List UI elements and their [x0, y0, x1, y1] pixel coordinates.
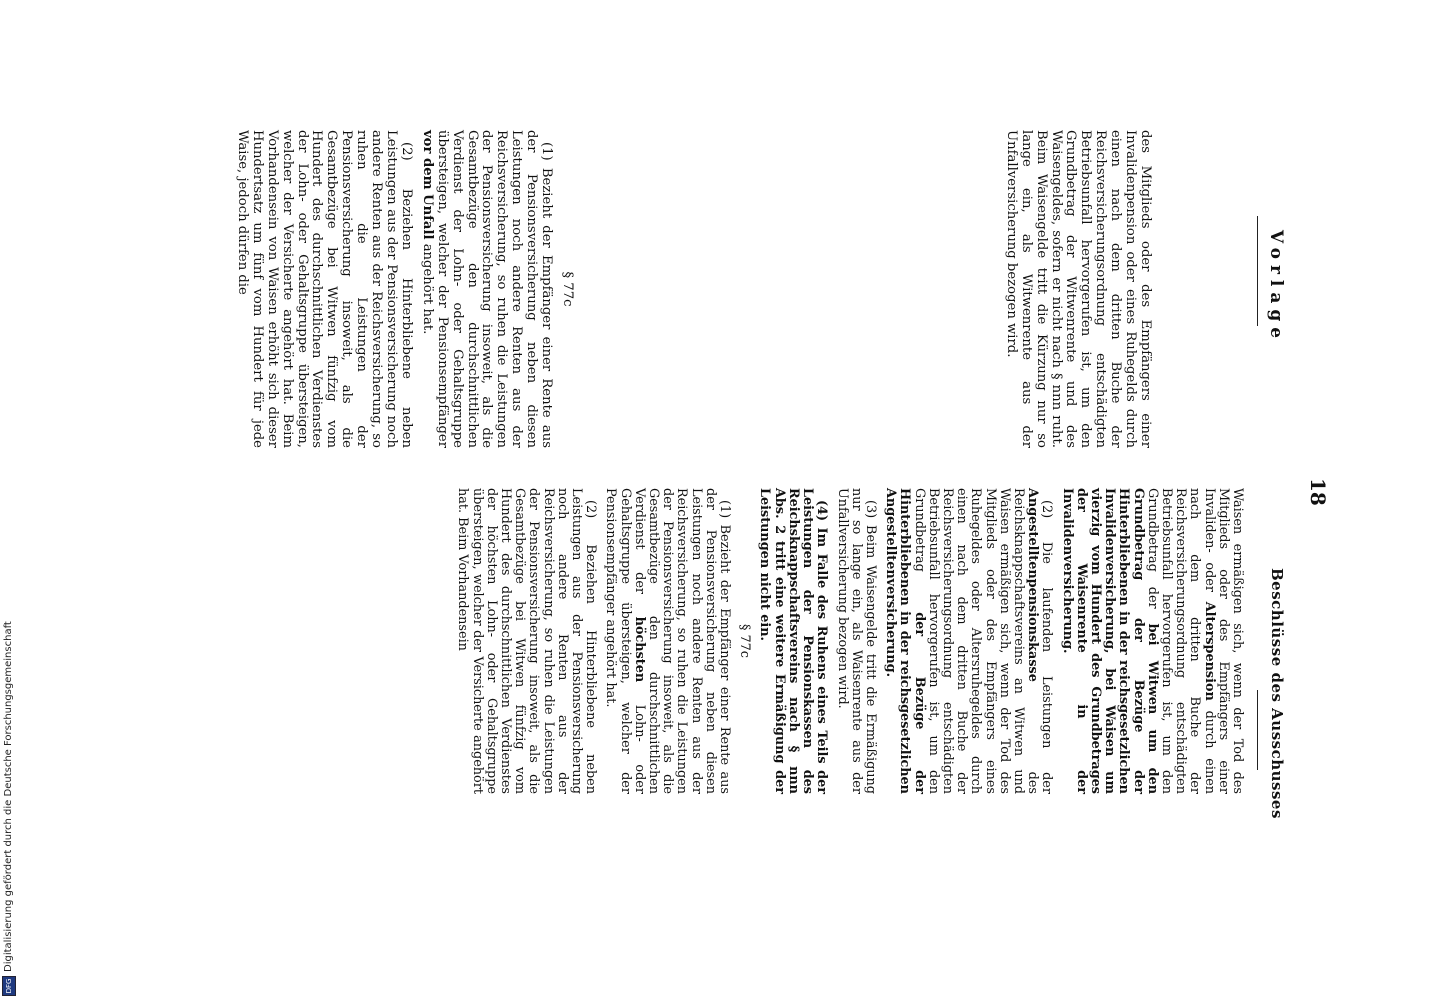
right-p5-text-a: (1) Bezieht der Empfänger einer Rente aus der Pensionsversicherung neben diesen Leistungen noch andere Renten aus der Reichsversicherung, so ruhen die Leistungen der Pensionsversicherung insoweit, als die Gesamtbezüge den durchschnittlichen Verdienst der [631, 488, 733, 794]
right-intro-text-a: Waisen ermäßigen sich, wenn der Tod des Mitglieds oder des Empfängers einer Invaliden- oder [1201, 488, 1245, 794]
left-section-block [228, 130, 576, 448]
left-p1-text-a: (1) Bezieht der Empfänger einer Rente aus der Pensionsversicherung neben diesen Leistungen noch andere Renten aus der Reichsversicherung, so ruhen die Leistungen der Pensionsversicherung insoweit, als die Gesamtbezüge den durchschnittlichen Verdienst der Lohn- oder Gehaltsgruppe übersteigen, welcher der Pensionsempfänger [434, 130, 555, 448]
left-title-rule [1257, 216, 1258, 326]
right-paragraph-6: (2) Beziehen Hinterbliebene neben Leistungen aus der Pensionsversicherung noch andere Renten aus der Reichsversicherung, so ruhen die Leistungen der Pensionsversicherung insoweit, als die Gesamtbezüge bei Witwen fünfzig vom Hundert des durchschnittlichen Verdienstes der höchsten Lohn- oder Gehaltsgruppe übersteigen, welcher der Versicherte angehört hat. Beim Vorhandensein [455, 488, 599, 794]
left-section-paragraph-2: (2) Beziehen Hinterbliebene neben Leistungen aus der Pensionsversicherung noch andere Renten aus der Reichsversicherung, so ruhen die Leistungen der Pensionsversicherung insoweit, als die Gesamtbezüge bei Witwen fünfzig vom Hundert des durchschnittlichen Verdienstes der Lohn- oder Gehaltsgruppe übersteigen, welcher der Versicherte angehört hat. Beim Vorhandensein von Waisen erhöht sich dieser Hundertsatz um fünf vom Hundert für jede Waise, jedoch dürfen die [234, 130, 414, 448]
page-number: 18 [1306, 478, 1330, 506]
left-column-title: Vorlage [1266, 230, 1286, 345]
right-column-title: Beschlüsse des Ausschusses [1268, 568, 1286, 819]
left-section-paragraph-1 [419, 130, 553, 448]
right-p2-bold-2: der Bezüge der Hinterbliebenen in der reichsgesetzlichen Angestelltenversicherung. [883, 488, 927, 794]
right-intro-bold-1: Alterspension [1201, 601, 1217, 701]
left-intro-paragraph [997, 130, 1152, 448]
right-paragraph-3: (3) Beim Waisengelde tritt die Ermäßigung nur so lange ein, als Waisenrente aus der Unfallversicherung bezogen wird. [834, 488, 878, 794]
right-p5-text-b: Lohn- oder Gehaltsgruppe übersteigen, welcher der Pensionsempfänger angehört hat. [603, 488, 647, 794]
right-paragraph-2 [883, 488, 1053, 794]
left-intro-text: des Mitglieds oder des Empfängers einer Invalidenpension oder eines Ruhegelds durch einen nach dem dritten Buche der Reichsversicherungsordnung entschädigten Betriebsunfall hervorgerufen ist, um den Grundbetrag der Witwenrente und des Waisengeldes, sofern er nicht nach § nnn ruht. Beim Waisengelde tritt die Kürzung nur so lange ein, als Witwenrente aus der Unfallversicherung bezogen wird. [1003, 130, 1153, 448]
right-paragraph-5 [603, 488, 731, 794]
right-column-block [449, 488, 1244, 794]
footer-credit-strip [0, 0, 18, 1000]
right-title-rule [1257, 690, 1258, 770]
right-intro-paragraph [1059, 488, 1244, 794]
right-p2-text-b: des Reichsknappschaftsvereins an Witwen und Waisen ermäßigen sich, wenn der Tod des Mitglieds oder des Empfängers eines Ruhegeldes oder Altersruhegeldes durch einen nach dem dritten Buche der Reichsversicherungsordnung entschädigten Betriebsunfall hervorgerufen ist, um den Grundbetrag [911, 488, 1041, 794]
right-intro-bold-2: bei Witwen um den Grundbetrag der Bezüge der Hinterbliebenen in der reichsgesetzlichen Invalidenversicherung, bei Waisen um vierzig vom Hundert des Grundbetrages der Waisenrente in der Invalidenversicherung. [1059, 488, 1160, 795]
right-intro-text-b: durch einen nach dem dritten Buche der Reichsversicherungsordnung entschädigten Betriebsunfall hervorgerufen ist, um den Grundbetrag der [1144, 488, 1217, 795]
right-p2-bold-1: Angestelltenpensionskasse [1025, 488, 1041, 682]
left-p1-bold: vor dem Unfall [419, 130, 435, 240]
right-p2-text-a: (2) Die laufenden Leistungen der [1039, 500, 1055, 794]
left-section-heading: § 77c [560, 271, 575, 307]
right-paragraph-4 [757, 488, 828, 794]
right-section-heading: § 77c [737, 624, 753, 658]
dfg-logo: DFG [2, 976, 16, 996]
right-p4-bold: (4) Im Falle des Ruhens eines Teils der Leistungen der Pensionskassen des Reichsknappschaftsvereins nach § nnn Abs. 2 tritt eine weitere Ermäßigung der Leistungen nicht ein. [757, 488, 830, 794]
right-p5-bold: höchsten [631, 616, 647, 683]
footer-credit-text: Digitalisierung gefördert durch die Deutsche Forschungsgemeinschaft [3, 621, 14, 972]
left-p1-text-b: angehört hat. [419, 243, 435, 335]
